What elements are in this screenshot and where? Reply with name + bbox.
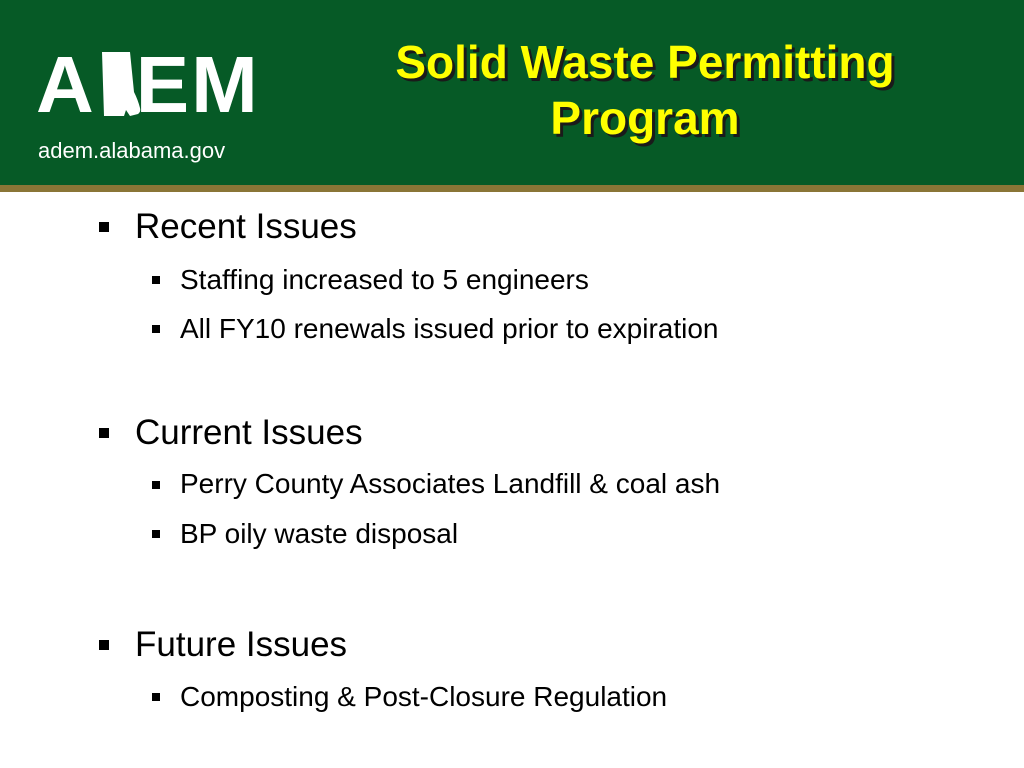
bullet-square [152,530,160,538]
bullet-square [99,222,109,232]
bullet-square [152,276,160,284]
bullet-square [152,481,160,489]
bullet-square [152,693,160,701]
list-item: Perry County Associates Landfill & coal ash [180,468,721,499]
bullet-square [152,325,160,333]
bullet-square [99,640,109,650]
title-line-2: Program [550,92,740,144]
bullet-square [99,428,109,438]
list-item: Composting & Post-Closure Regulation [180,681,668,712]
section-heading-recent: Recent Issues [135,207,357,246]
title-line-1: Solid Waste Permitting [395,36,895,88]
section-heading-current: Current Issues [135,413,363,452]
list-item: BP oily waste disposal [180,518,459,549]
logo-wordmark: A EM [36,40,260,129]
section-heading-future: Future Issues [135,625,348,664]
website-url: adem.alabama.gov [38,138,226,163]
list-item: All FY10 renewals issued prior to expiration [180,313,719,344]
list-item: Staffing increased to 5 engineers [180,264,589,295]
